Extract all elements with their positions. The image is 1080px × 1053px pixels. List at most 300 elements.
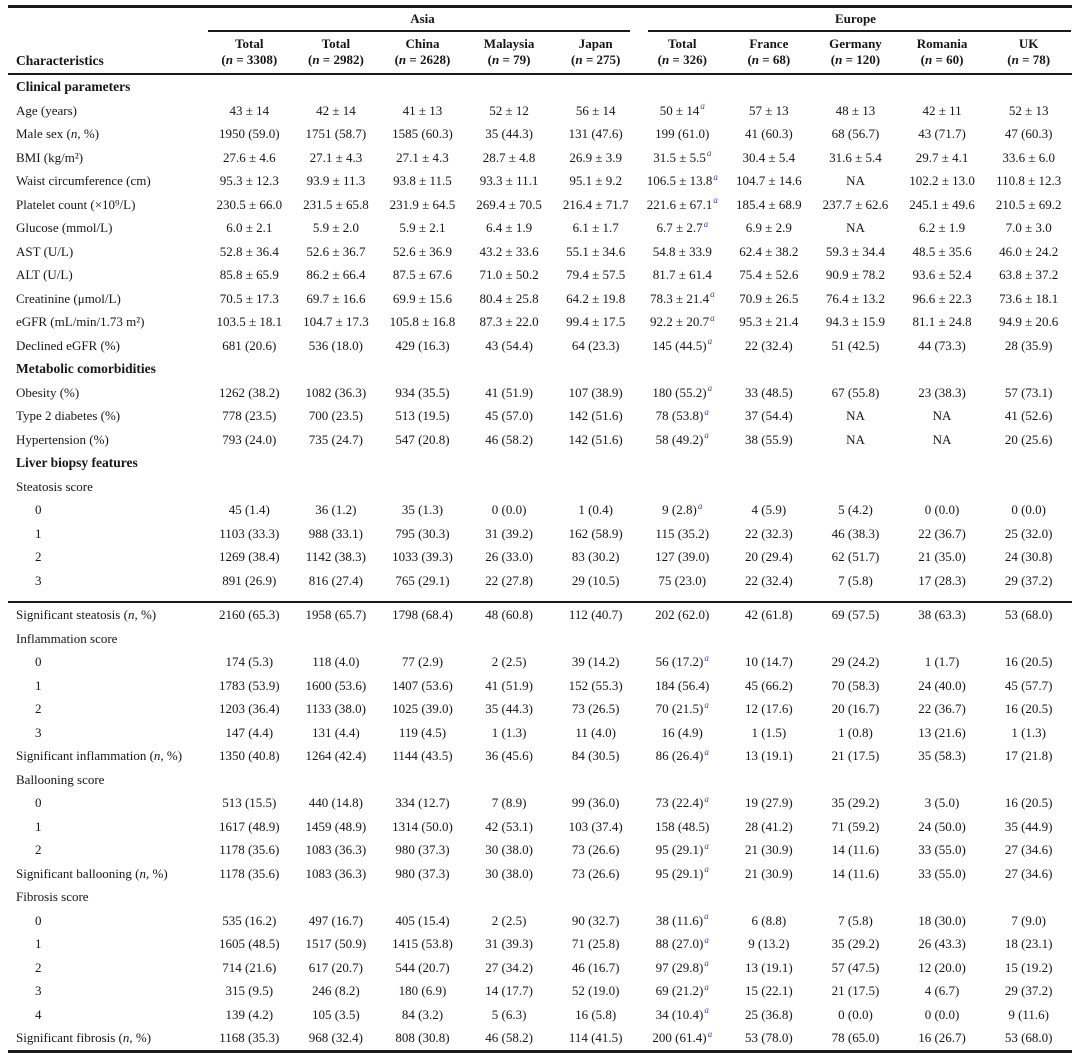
- cell: 73.6 ± 18.1: [999, 290, 1059, 306]
- cell: 1133 (38.0): [305, 701, 366, 716]
- cell: 1585 (60.3): [392, 126, 453, 141]
- significance-superscript-a: a: [704, 430, 709, 441]
- table-row: [8, 1003, 1072, 1027]
- column-header-france-6: [726, 32, 813, 74]
- cell: 158 (48.5): [655, 818, 710, 834]
- column-n-count: (n = 2628): [394, 52, 451, 67]
- cell: 69 (57.5): [831, 607, 880, 622]
- row-label: Type 2 diabetes (%): [16, 408, 121, 423]
- cell: 9 $(2.8)^a$: [662, 500, 703, 517]
- significance-superscript-a: a: [713, 195, 718, 206]
- cell: 48.5 ± 35.6: [912, 243, 972, 259]
- row-label: Waist circumference (cm): [16, 173, 151, 188]
- cell: NA: [846, 431, 865, 447]
- table-row: [8, 498, 1072, 522]
- row-label: AST (U/L): [16, 243, 74, 259]
- cell: 48 (60.8): [485, 607, 533, 622]
- column-header-malaysia-3: [466, 32, 553, 74]
- cell: 934 (35.5): [395, 384, 450, 400]
- subsection-header: Inflammation score: [16, 630, 118, 646]
- table-row: [8, 979, 1072, 1003]
- cell: 0 (0.0): [491, 502, 527, 517]
- table-row: [8, 791, 1072, 815]
- cell: 1517 (50.9): [305, 936, 367, 951]
- cell: 20 (25.6): [1004, 431, 1053, 447]
- cell: 29 (24.2): [831, 654, 880, 669]
- row-label: 0: [35, 912, 42, 928]
- row-label: Significant ballooning (n, %): [16, 865, 168, 881]
- column-header-total-0: [206, 32, 293, 74]
- cell: 70 $(21.5)^a$: [655, 699, 709, 716]
- cell: 6.4 ± 1.9: [486, 220, 533, 235]
- cell: 139 (4.2): [225, 1006, 274, 1022]
- row-label: Declined eGFR (%): [16, 337, 120, 353]
- cell: 230.5 ± 66.0: [216, 196, 283, 212]
- table-row: [8, 216, 1072, 240]
- table-row: [8, 602, 1072, 627]
- cell: 99.4 ± 17.5: [566, 314, 626, 329]
- column-header-row: [8, 32, 1072, 74]
- table-row: [8, 932, 1072, 956]
- row-label: 4: [35, 1006, 42, 1022]
- cell: 1025 (39.0): [392, 701, 453, 716]
- significance-superscript-a: a: [704, 840, 709, 851]
- cell: 10 (14.7): [745, 654, 793, 669]
- cell: 52 ± 12: [489, 102, 529, 118]
- row-label: ALT (U/L): [16, 267, 73, 282]
- cell: 269.4 ± 70.5: [476, 196, 542, 212]
- mid-table-rule: [8, 592, 1072, 602]
- cell: 38 (55.9): [745, 431, 793, 447]
- section-header: Metabolic comorbidities: [16, 361, 156, 376]
- row-label: 3: [35, 983, 42, 998]
- row-label: Significant fibrosis (n, %): [16, 1030, 152, 1045]
- row-label: 1: [35, 525, 42, 541]
- characteristics-table: [8, 5, 1072, 1053]
- cell: 53 (68.0): [1004, 607, 1053, 622]
- cell: 52.8 ± 36.4: [219, 243, 279, 259]
- cell: 36 (45.6): [485, 748, 533, 763]
- cell: 106.5 ± 13.8$^a$: [646, 171, 718, 188]
- cell: 1 (1.3): [491, 724, 527, 740]
- cell: 20 (16.7): [831, 701, 880, 716]
- cell: 2 (2.5): [491, 912, 527, 928]
- cell: 980 (37.3): [395, 842, 450, 857]
- cell: 67 (55.8): [831, 384, 880, 400]
- row-label: 0: [35, 502, 42, 517]
- significance-superscript-a: a: [704, 652, 709, 663]
- cell: 76.4 ± 13.2: [825, 290, 886, 306]
- cell: 535 (16.2): [222, 912, 277, 928]
- subsection-header: Ballooning score: [16, 771, 105, 787]
- cell: 92.2 ± 20.7$^a$: [649, 312, 715, 329]
- cell: 31 (39.2): [485, 525, 533, 541]
- cell: 93.6 ± 52.4: [912, 267, 972, 282]
- group-header-europe: [639, 7, 1072, 33]
- table-row: [8, 74, 1072, 99]
- cell: 31.6 ± 5.4: [829, 149, 882, 165]
- cell: 53 (78.0): [745, 1030, 793, 1045]
- table-row: [8, 909, 1072, 933]
- cell: 0 (0.0): [838, 1006, 873, 1022]
- cell: $50 \pm 14^a$: [659, 101, 705, 118]
- cell: 11 (4.0): [575, 724, 617, 740]
- cell: 28 (35.9): [1004, 337, 1053, 353]
- cell: 1314 (50.0): [392, 818, 453, 834]
- cell: 16 (26.7): [918, 1030, 966, 1045]
- cell: 21 (35.0): [918, 549, 966, 564]
- cell: 35 (44.3): [485, 126, 533, 141]
- cell: 103.5 ± 18.1: [216, 314, 283, 329]
- table-row: [8, 862, 1072, 886]
- table-row: [8, 956, 1072, 980]
- cell: 42 ± 14: [316, 102, 356, 118]
- cell: 42 ± 11: [922, 102, 962, 118]
- cell: 1269 (38.4): [218, 549, 280, 564]
- cell: 795 (30.3): [395, 525, 450, 541]
- cell: 22 (32.3): [745, 525, 793, 541]
- cell: 43 (54.4): [485, 337, 533, 353]
- cell: 1262 (38.2): [218, 384, 280, 400]
- subsection-header: Fibrosis score: [16, 889, 89, 904]
- cell: 778 (23.5): [222, 408, 277, 423]
- cell: 1264 (42.4): [305, 748, 367, 763]
- group-label-europe: Europe: [835, 11, 876, 26]
- cell: 103 (37.4): [568, 818, 623, 834]
- cell: 617 (20.7): [308, 959, 363, 975]
- cell: 83 (30.2): [571, 549, 620, 564]
- significance-superscript-a: a: [710, 289, 715, 300]
- cell: 1617 (48.9): [218, 818, 280, 834]
- cell: 142 (51.6): [568, 408, 623, 423]
- table-row: [8, 697, 1072, 721]
- cell: 20 (29.4): [745, 549, 793, 564]
- column-name: Germany: [829, 36, 882, 51]
- cell: 19 (27.9): [745, 795, 793, 810]
- table-row: [8, 721, 1072, 745]
- cell: 15 (19.2): [1004, 959, 1053, 975]
- cell: 69.9 ± 15.6: [392, 290, 453, 306]
- cell: 95.3 ± 21.4: [739, 314, 799, 329]
- table-row: [8, 240, 1072, 264]
- cell: 1958 (65.7): [305, 607, 367, 622]
- cell: 147 (4.4): [225, 724, 274, 740]
- cell: 131 (47.6): [568, 126, 623, 141]
- cell: 700 (23.5): [308, 408, 363, 423]
- cell: 2 (2.5): [491, 654, 527, 669]
- cell: 980 (37.3): [395, 865, 450, 881]
- cell: 52 (19.0): [571, 983, 620, 998]
- cell: 23 (38.3): [918, 384, 966, 400]
- cell: 52.6 ± 36.7: [306, 243, 366, 259]
- cell: 4 (5.9): [751, 502, 787, 517]
- table-row: [8, 334, 1072, 358]
- significance-superscript-a: a: [704, 981, 709, 992]
- significance-superscript-a: a: [704, 699, 709, 710]
- cell: 1 (0.8): [838, 724, 873, 740]
- cell: 14 (11.6): [831, 842, 880, 857]
- cell: 96.6 ± 22.3: [912, 290, 972, 306]
- cell: 199 (61.0): [655, 126, 710, 141]
- cell: 46 (58.2): [485, 431, 533, 447]
- cell: 112 (40.7): [568, 607, 623, 622]
- table-row: [8, 885, 1072, 909]
- cell: 1083 (36.3): [305, 842, 367, 857]
- cell: 22 (32.4): [745, 337, 793, 353]
- column-header-germany-7: [812, 32, 899, 74]
- cell: 1415 (53.8): [392, 936, 453, 951]
- divider-row: [8, 592, 1072, 602]
- table-row: [8, 428, 1072, 452]
- cell: 45 (66.2): [745, 677, 793, 693]
- cell: 33 (55.0): [918, 842, 966, 857]
- cell: 891 (26.9): [222, 572, 277, 588]
- column-n-count: (n = 78): [1007, 52, 1051, 67]
- cell: 1144 (43.5): [392, 748, 453, 763]
- table-row: [8, 650, 1072, 674]
- cell: 27.1 ± 4.3: [396, 149, 449, 165]
- row-label: 0: [35, 795, 42, 810]
- cell: NA: [846, 220, 865, 235]
- cell: NA: [846, 173, 865, 188]
- significance-superscript-a: a: [704, 1005, 709, 1016]
- cell: 334 (12.7): [395, 795, 450, 810]
- cell: 39 (14.2): [571, 654, 620, 669]
- cell: 6.9 ± 2.9: [745, 220, 792, 235]
- cell: 46.0 ± 24.2: [999, 243, 1059, 259]
- cell: 84 (30.5): [571, 748, 620, 763]
- cell: 110.8 ± 12.3: [996, 173, 1062, 188]
- cell: 52.6 ± 36.9: [392, 243, 453, 259]
- cell: 41 (60.3): [745, 126, 793, 141]
- cell: 681 (20.6): [222, 337, 277, 353]
- cell: 5 (4.2): [838, 502, 873, 517]
- cell: 24 (50.0): [918, 818, 966, 834]
- section-header: Liver biopsy features: [16, 455, 138, 470]
- row-label: Platelet count (×10⁹/L): [16, 196, 136, 212]
- cell: 85.8 ± 65.9: [219, 267, 279, 282]
- group-label-asia: Asia: [410, 11, 435, 26]
- table-row: [8, 838, 1072, 862]
- table-row: [8, 310, 1072, 334]
- table-row: [8, 169, 1072, 193]
- cell: 12 (17.6): [745, 701, 793, 716]
- cell: 5.9 ± 2.1: [399, 220, 446, 235]
- cell: 0 (0.0): [1011, 502, 1046, 517]
- cell: 30 (38.0): [485, 865, 533, 881]
- cell: 210.5 ± 69.2: [995, 196, 1062, 212]
- cell: 78 $(53.8)^a$: [655, 406, 709, 423]
- cell: 16 (20.5): [1004, 701, 1053, 716]
- cell: 34 $(10.4)^a$: [655, 1005, 709, 1022]
- significance-superscript-a: a: [697, 500, 703, 511]
- column-name: France: [749, 36, 789, 51]
- cell: 90 (32.7): [571, 912, 620, 928]
- column-header-romania-8: [899, 32, 986, 74]
- cell: 43.2 ± 33.6: [479, 243, 539, 259]
- cell: 48 ± 13: [835, 102, 876, 118]
- cell: 1168 (35.3): [219, 1030, 280, 1045]
- cell: 174 (5.3): [225, 654, 274, 669]
- cell: 18 (23.1): [1004, 936, 1053, 951]
- column-name: UK: [1018, 36, 1039, 51]
- cell: 988 (33.1): [308, 525, 363, 541]
- cell: 26.9 ± 3.9: [569, 149, 622, 165]
- column-n-count: (n = 68): [747, 52, 791, 67]
- row-label: Obesity (%): [16, 384, 80, 400]
- cell: 4 (6.7): [924, 983, 960, 998]
- table-row: [8, 569, 1072, 593]
- cell: 180 (6.9): [398, 983, 447, 998]
- cell: 1751 (58.7): [305, 126, 367, 141]
- cell: 107 (38.9): [568, 384, 623, 400]
- cell: 17 (28.3): [918, 572, 966, 588]
- cell: 25 (36.8): [745, 1006, 793, 1022]
- subsection-header: Steatosis score: [16, 478, 93, 494]
- table-row: [8, 381, 1072, 405]
- cell: 6.1 ± 1.7: [572, 220, 619, 235]
- column-name: Malaysia: [483, 36, 535, 51]
- cell: 1350 (40.8): [218, 748, 280, 763]
- cell: 115 (35.2): [655, 525, 710, 541]
- significance-superscript-a: a: [704, 746, 709, 757]
- cell: 5 (6.3): [491, 1006, 527, 1022]
- table-header: [8, 7, 1072, 75]
- column-n-count: (n = 275): [571, 52, 621, 67]
- cell: 513 (19.5): [395, 408, 450, 423]
- cell: 1600 (53.6): [305, 677, 367, 693]
- significance-superscript-a: a: [700, 101, 705, 112]
- cell: 29 (37.2): [1004, 572, 1053, 588]
- cell: 70.5 ± 17.3: [219, 290, 279, 306]
- cell: 75 (23.0): [658, 572, 707, 588]
- cell: 118 (4.0): [312, 654, 360, 669]
- cell: 64 (23.3): [571, 337, 620, 353]
- cell: 12 (20.0): [918, 959, 966, 975]
- table-row: [8, 475, 1072, 499]
- cell: 95 $(29.1)^a$: [655, 840, 709, 857]
- cell: 793 (24.0): [222, 431, 277, 447]
- table-row: [8, 522, 1072, 546]
- table-row: [8, 122, 1072, 146]
- cell: 27 (34.6): [1004, 865, 1053, 881]
- cell: 13 (19.1): [745, 959, 793, 975]
- cell: 57 (73.1): [1004, 384, 1053, 400]
- cell: 9 (11.6): [1008, 1006, 1050, 1022]
- cell: 46 (38.3): [831, 525, 880, 541]
- cell: 14 (17.7): [485, 983, 533, 998]
- significance-superscript-a: a: [706, 148, 712, 159]
- cell: 99 (36.0): [571, 795, 620, 810]
- cell: 56 $(17.2)^a$: [655, 652, 709, 669]
- cell: 315 (9.5): [225, 983, 274, 998]
- cell: 55.1 ± 34.6: [566, 243, 626, 259]
- cell: 714 (21.6): [222, 959, 277, 975]
- cell: 79.4 ± 57.5: [566, 267, 626, 282]
- cell: 22 (36.7): [918, 701, 966, 716]
- cell: 64.2 ± 19.8: [566, 290, 626, 306]
- cell: 73 $(22.4)^a$: [655, 793, 709, 810]
- section-header: Clinical parameters: [16, 79, 131, 94]
- cell: 42 (61.8): [745, 607, 793, 622]
- cell: 105 (3.5): [312, 1006, 360, 1022]
- cell: 81.1 ± 24.8: [912, 314, 972, 329]
- cell: 57 ± 13: [749, 102, 789, 118]
- cell: 78 (65.0): [831, 1030, 880, 1045]
- cell: 84 (3.2): [401, 1006, 444, 1022]
- cell: 142 (51.6): [568, 431, 623, 447]
- cell: 45 (57.0): [485, 408, 533, 423]
- cell: 69 $(21.2)^a$: [655, 981, 709, 998]
- cell: 102.2 ± 13.0: [909, 173, 975, 188]
- column-name: Total: [668, 36, 697, 51]
- row-label: 1: [35, 677, 42, 693]
- cell: 21 (17.5): [831, 983, 880, 998]
- significance-superscript-a: a: [707, 336, 713, 347]
- significance-superscript-a: a: [707, 383, 713, 394]
- cell: 68 (56.7): [831, 126, 880, 141]
- cell: 94.9 ± 20.6: [999, 314, 1059, 329]
- column-name: Total: [235, 36, 264, 51]
- cell: 808 (30.8): [395, 1030, 450, 1045]
- group-header-row: [8, 7, 1072, 33]
- cell: 131 (4.4): [312, 724, 360, 740]
- cell: 30 (38.0): [485, 842, 533, 857]
- cell: 14 (11.6): [831, 865, 880, 881]
- cell: 35 (44.9): [1004, 818, 1053, 834]
- cell: 58 $(49.2)^a$: [655, 430, 709, 447]
- row-label: Significant steatosis (n, %): [16, 607, 157, 622]
- cell: 27 (34.2): [485, 959, 533, 975]
- cell: 22 (32.4): [745, 572, 793, 588]
- cell: 88 $(27.0)^a$: [655, 934, 709, 951]
- cell: 0 (0.0): [924, 1006, 960, 1022]
- cell: 6.0 ± 2.1: [226, 220, 273, 235]
- cell: 31 (39.3): [485, 936, 533, 951]
- cell: 52 ± 13: [1008, 102, 1049, 118]
- group-header-asia: [206, 7, 639, 33]
- cell: 246 (8.2): [312, 983, 360, 998]
- spacer-cell: [8, 7, 206, 33]
- cell: 35 (29.2): [831, 795, 880, 810]
- cell: 45 (1.4): [228, 502, 270, 517]
- cell: 24 (40.0): [918, 677, 966, 693]
- cell: 765 (29.1): [395, 572, 450, 588]
- cell: 87.5 ± 67.6: [392, 267, 453, 282]
- cell: 97 $(29.8)^a$: [655, 958, 709, 975]
- cell: 1783 (53.9): [218, 677, 280, 693]
- cell: 27.1 ± 4.3: [309, 149, 363, 165]
- cell: 62 (51.7): [831, 549, 880, 564]
- significance-superscript-a: a: [707, 1028, 713, 1039]
- cell: 429 (16.3): [395, 337, 450, 353]
- cell: 127 (39.0): [655, 549, 710, 564]
- cell: 27 (34.6): [1004, 842, 1053, 857]
- cell: 73 (26.6): [571, 865, 620, 881]
- cell: 45 (57.7): [1004, 677, 1053, 693]
- cell: 968 (32.4): [308, 1030, 363, 1045]
- cell: 105.8 ± 16.8: [389, 314, 456, 329]
- cell: 1203 (36.4): [218, 701, 280, 716]
- row-label: 2: [35, 701, 42, 716]
- cell: 28.7 ± 4.8: [482, 149, 536, 165]
- cell: 62.4 ± 38.2: [739, 243, 799, 259]
- row-label: 3: [35, 572, 42, 588]
- cell: 26 (33.0): [485, 549, 533, 564]
- cell: 1033 (39.3): [392, 549, 453, 564]
- row-label: BMI (kg/m²): [16, 149, 84, 165]
- cell: 71 (25.8): [571, 936, 620, 951]
